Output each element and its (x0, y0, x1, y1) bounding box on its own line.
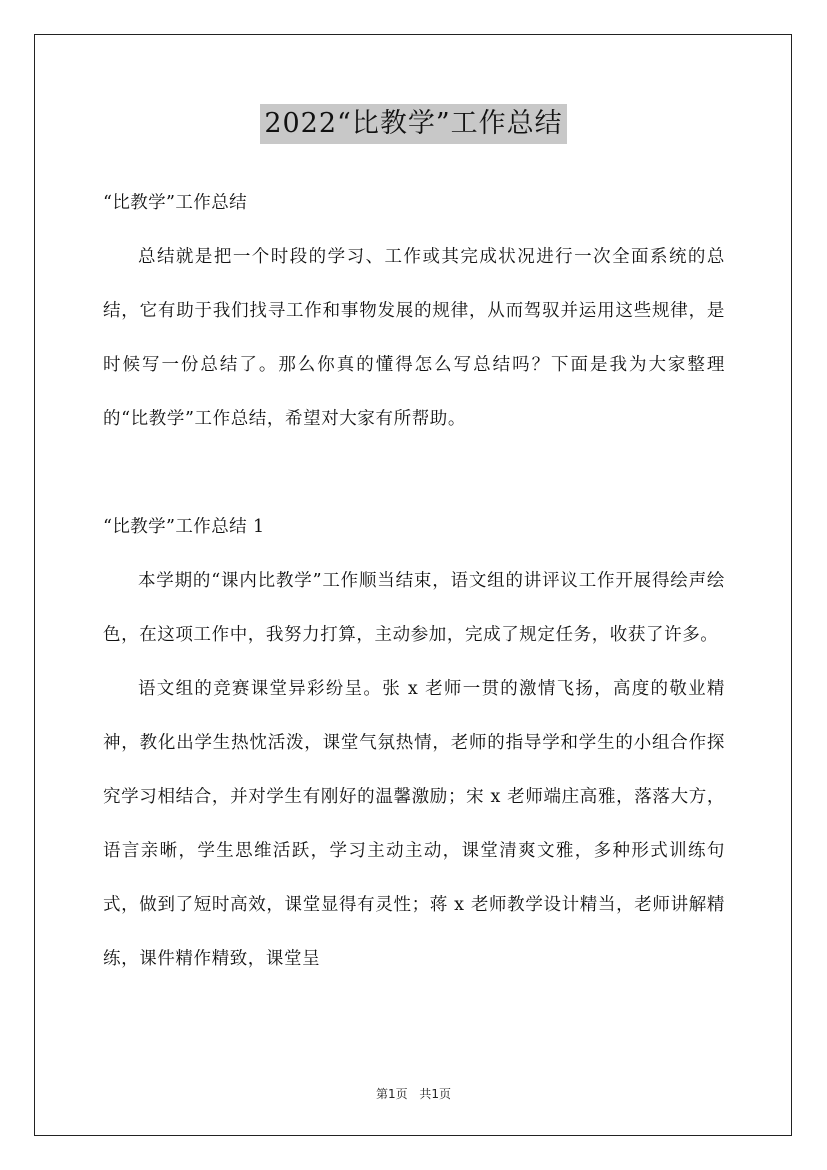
page-number-current: 第1页 (375, 1087, 408, 1101)
document-title-text: 2022“比教学”工作总结 (260, 104, 566, 144)
page-footer (0, 1085, 827, 1102)
page-number-total: 共1页 (419, 1087, 452, 1101)
body-paragraph-1: 本学期的“课内比教学”工作顺当结束，语文组的讲评议工作开展得绘声绘色，在这项工作中，我努力打算，主动参加，完成了规定任务，收获了许多。 (103, 571, 725, 645)
document-subtitle: “比教学”工作总结 (103, 193, 247, 213)
section-spacer (103, 446, 725, 500)
body-paragraph-2: 语文组的竞赛课堂异彩纷呈。张 x 老师一贯的激情飞扬，高度的敬业精神，教化出学生热忱活泼，课堂气氛热情，老师的指导学和学生的小组合作探究学习相结合，并对学生有刚好的温馨激励；宋 x 老师端庄高雅，落落大方，语言亲晰，学生思维活跃，学习主动主动，课堂清爽文雅，多种形式训练句式，做到了短时高效，课堂显得有灵性；蒋 x 老师教学设计精当，老师讲解精练，课件精作精致，课堂呈 (103, 679, 725, 969)
intro-paragraph: 总结就是把一个时段的学习、工作或其完成状况进行一次全面系统的总结，它有助于我们找寻工作和事物发展的规律，从而驾驭并运用这些规律，是时候写一份总结了。那么你真的懂得怎么写总结吗？下面是我为大家整理的“比教学”工作总结，希望对大家有所帮助。 (103, 247, 725, 429)
section-heading: “比教学”工作总结 1 (103, 517, 265, 537)
document-title (0, 102, 827, 144)
document-body (103, 176, 725, 986)
